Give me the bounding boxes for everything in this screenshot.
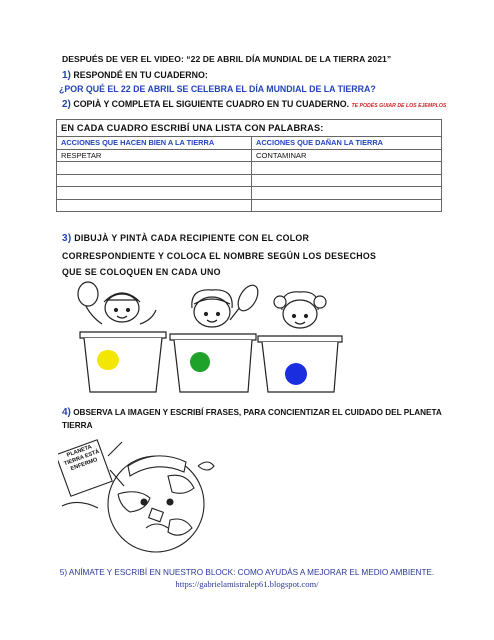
table-row: [57, 187, 442, 200]
column-header-good: ACCIONES QUE HACEN BIEN A LA TIERRA: [57, 137, 252, 150]
question-1-text: ¿POR QUÉ EL 22 DE ABRIL SE CELEBRA EL DÍA MUNDIAL DE LA TIERRA?: [59, 84, 376, 94]
table-cell: [252, 162, 442, 175]
bin-3-dot: [285, 363, 307, 385]
question-3: [62, 230, 376, 281]
table-row: [57, 199, 442, 212]
child-figure-1: [78, 282, 156, 324]
planet-sign-text: PLANETA TIERRA ESTÁ ENFERMO: [63, 444, 101, 473]
table-cell: CONTAMINAR: [252, 149, 442, 162]
footer-instruction: 5) ANÍMATE Y ESCRIBÍ EN NUESTRO BLOCK: COMO AYUDÁS A MEJORAR EL MEDIO AMBIENTE.: [59, 568, 435, 577]
question-3-line-2: CORRESPONDIENTE Y COLOCA EL NOMBRE SEGÚN LOS DESECHOS: [62, 250, 377, 261]
question-1-instruction: RESPONDÉ EN TU CUADERNO:: [73, 70, 208, 80]
table-cell: [57, 174, 252, 187]
question-4-number: 4): [62, 407, 71, 418]
question-4: [62, 406, 442, 432]
bin-1: [80, 332, 166, 392]
recycling-bins-illustration: [62, 280, 362, 400]
question-1: [62, 70, 208, 81]
table-row: [57, 162, 442, 175]
bin-3: [258, 336, 342, 392]
worksheet-title: DESPUÉS DE VER EL VIDEO: “22 DE ABRIL DÍA MUNDIAL DE LA TIERRA 2021”: [62, 54, 392, 64]
column-header-bad: ACCIONES QUE DAÑAN LA TIERRA: [252, 137, 442, 150]
question-2: [62, 99, 446, 110]
table-heading: EN CADA CUADRO ESCRIBÍ UNA LISTA CON PALABRAS:: [57, 120, 442, 137]
table-cell: [57, 199, 252, 212]
actions-table: [56, 119, 442, 212]
question-4-line-1: OBSERVA LA IMAGEN Y ESCRIBÍ FRASES, PARA CONCIENTIZAR EL CUIDADO DEL PLANETA: [73, 408, 442, 417]
table-row: [57, 149, 442, 162]
table-cell: [252, 199, 442, 212]
table-cell: [57, 187, 252, 200]
question-3-line-3: QUE SE COLOQUEN EN CADA UNO: [62, 267, 221, 277]
bin-1-dot: [97, 350, 119, 370]
bin-2-dot: [190, 352, 210, 372]
question-2-instruction: COPIÀ Y COMPLETA EL SIGUIENTE CUADRO EN TU CUADERNO.: [73, 99, 350, 109]
table-cell: [57, 162, 252, 175]
question-2-number: 2): [62, 99, 71, 110]
question-4-line-2: TIERRA: [62, 421, 93, 430]
table-cell: RESPETAR: [57, 149, 252, 162]
question-1-number: 1): [62, 70, 71, 81]
question-3-line-1: DIBUJÀ Y PINTÀ CADA RECIPIENTE CON EL COLOR: [74, 233, 310, 243]
question-3-number: 3): [62, 233, 72, 244]
child-figure-2: [192, 282, 262, 327]
blog-link[interactable]: https://gabrielamistralep61.blogspot.com/: [175, 579, 319, 589]
table-cell: [252, 174, 442, 187]
table-row: [57, 174, 442, 187]
child-figure-3: [274, 292, 326, 328]
question-2-note: TE PODÉS GUIAR DE LOS EJEMPLOS: [351, 103, 447, 109]
table-cell: [252, 187, 442, 200]
bin-2: [170, 334, 256, 392]
